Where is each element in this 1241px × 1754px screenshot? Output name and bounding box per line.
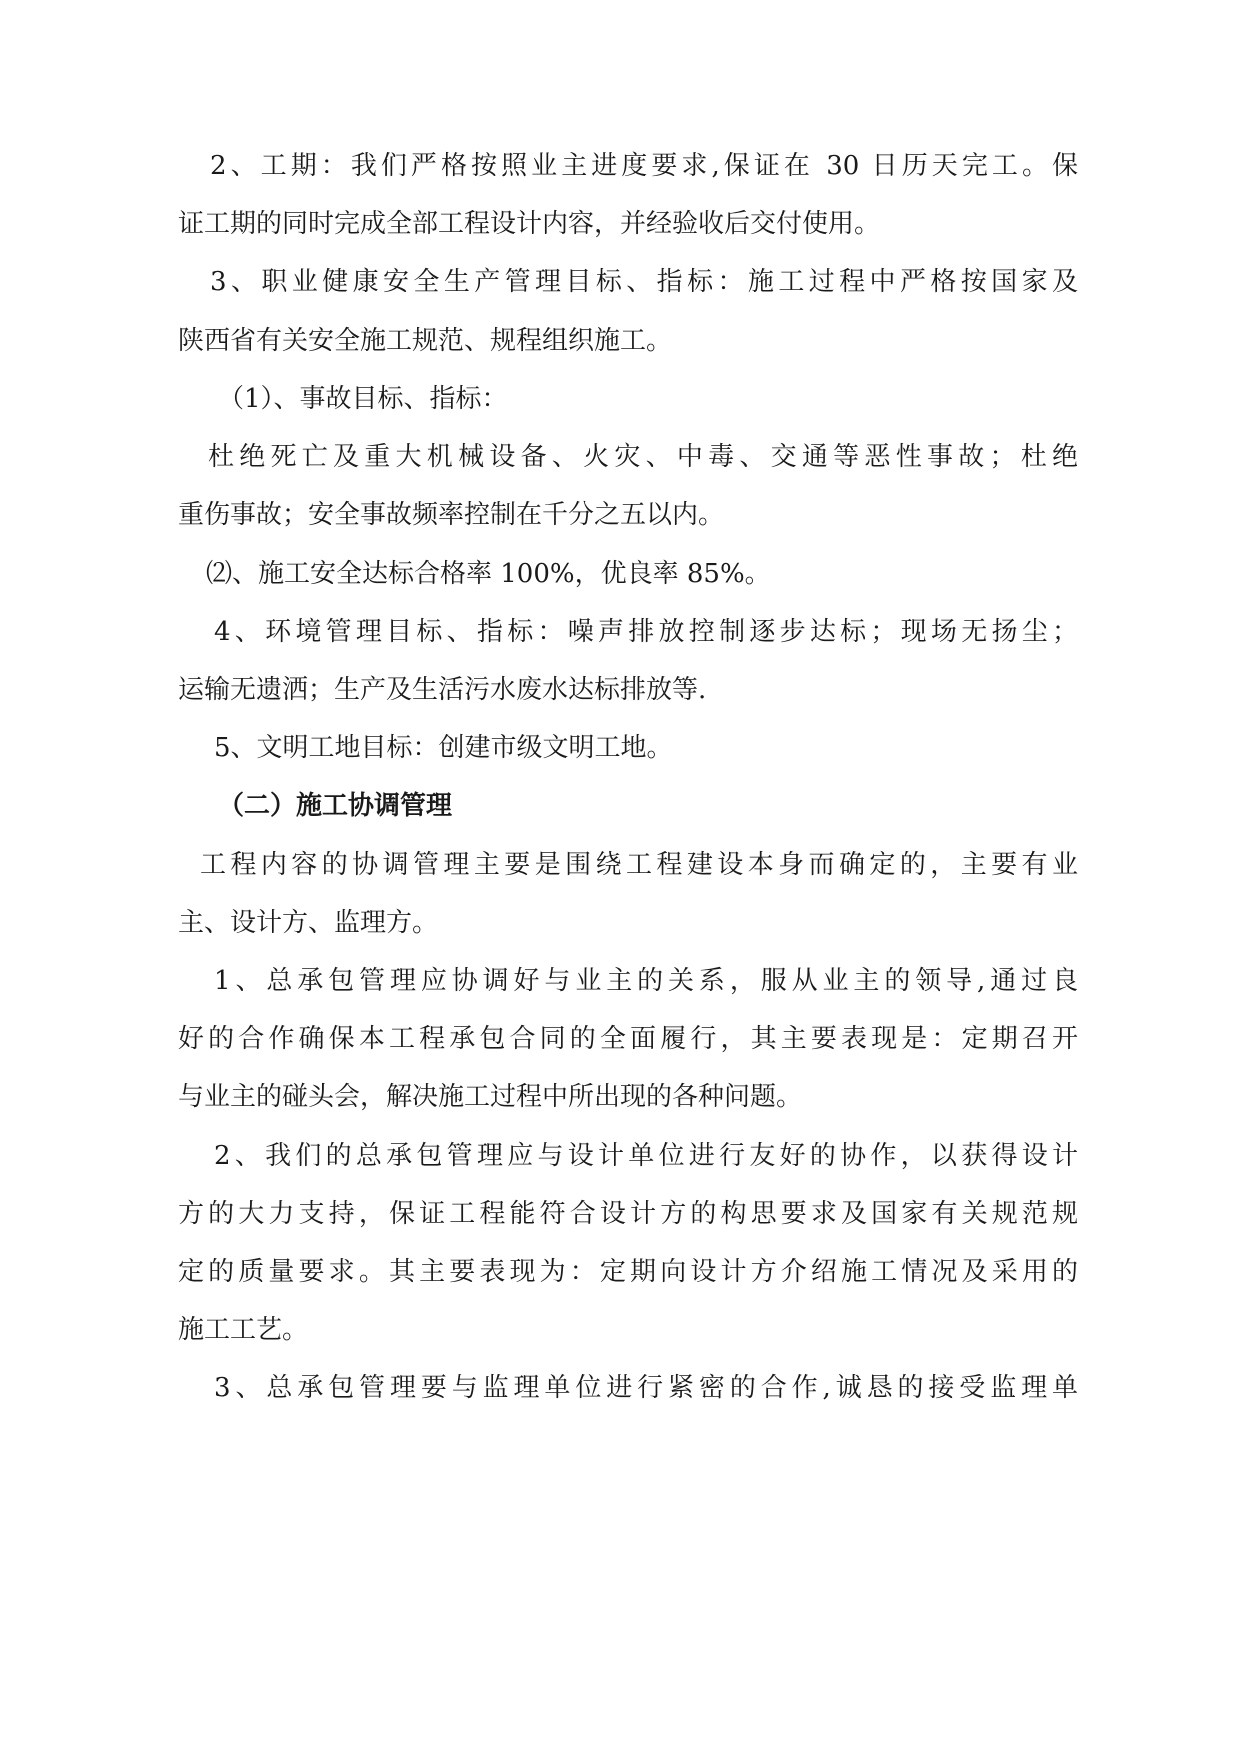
paragraph-line: 陕西省有关安全施工规范、规程组织施工。 [178,326,673,356]
section-heading: （二）施工协调管理 [218,791,453,821]
paragraph-line: 5、文明工地目标：创建市级文明工地。 [214,733,673,763]
paragraph-line: 运输无遗洒；生产及生活污水废水达标排放等. [178,675,707,705]
paragraph-line: （1）、事故目标、指标： [218,384,508,414]
paragraph-line: 3、总承包管理要与监理单位进行紧密的合作,诚恳的接受监理单 [214,1373,1078,1403]
paragraph-line: 工程内容的协调管理主要是围绕工程建设本身而确定的，主要有业 [200,850,1078,880]
paragraph-line: 3、职业健康安全生产管理目标、指标：施工过程中严格按国家及 [210,267,1078,297]
paragraph-line: 2、我们的总承包管理应与设计单位进行友好的协作，以获得设计 [214,1141,1078,1171]
paragraph-line: 施工工艺。 [178,1315,309,1345]
paragraph-line: ⑵、施工安全达标合格率 100%，优良率 85%。 [206,559,771,589]
paragraph-line: 主、设计方、监理方。 [178,908,439,938]
paragraph-line: 杜绝死亡及重大机械设备、火灾、中毒、交通等恶性事故；杜绝 [208,442,1078,472]
paragraph-line: 2、工期：我们严格按照业主进度要求,保证在 30 日历天完工。保 [210,151,1078,181]
paragraph-line: 好的合作确保本工程承包合同的全面履行，其主要表现是：定期召开 [178,1024,1078,1054]
paragraph-line: 4、环境管理目标、指标：噪声排放控制逐步达标；现场无扬尘； [214,617,1078,647]
paragraph-line: 与业主的碰头会，解决施工过程中所出现的各种问题。 [178,1082,803,1112]
paragraph-line: 证工期的同时完成全部工程设计内容，并经验收后交付使用。 [178,209,881,239]
paragraph-line: 重伤事故；安全事故频率控制在千分之五以内。 [178,500,725,530]
paragraph-line: 方的大力支持，保证工程能符合设计方的构思要求及国家有关规范规 [178,1199,1078,1229]
paragraph-line: 1、总承包管理应协调好与业主的关系，服从业主的领导,通过良 [214,966,1078,996]
paragraph-line: 定的质量要求。其主要表现为：定期向设计方介绍施工情况及采用的 [178,1257,1078,1287]
